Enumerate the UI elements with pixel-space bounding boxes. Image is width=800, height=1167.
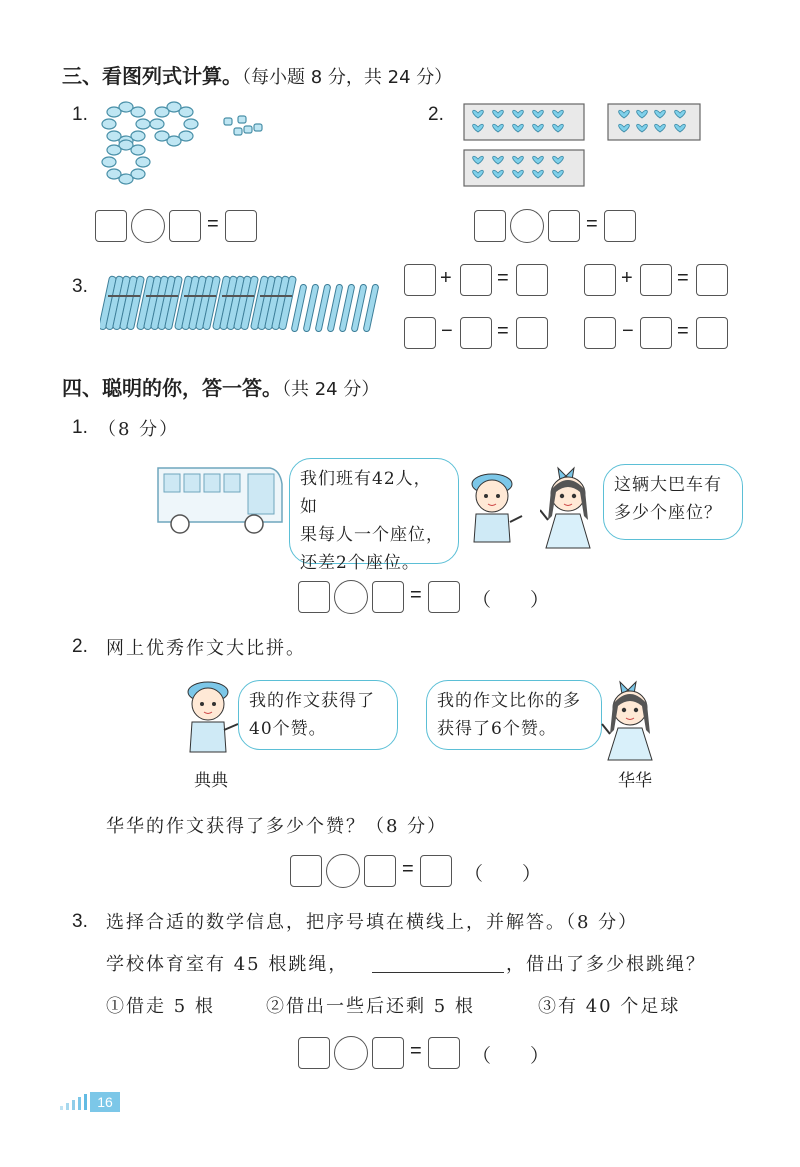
q2-number: 2. (428, 104, 444, 125)
q1-equals: = (207, 213, 219, 235)
q3-add2-box-b[interactable] (640, 264, 672, 296)
s4-q3-option-3: ③有 40 个足球 (538, 996, 681, 1017)
s4-q3-text: 选择合适的数学信息，把序号填在横线上，并解答。（8 分） (106, 912, 639, 933)
section3-title: 三、看图列式计算。 (62, 64, 242, 88)
s4-q3-option-1: ①借走 5 根 (106, 996, 215, 1017)
q1-answer-box-1[interactable] (95, 210, 127, 242)
girl-character-huahua (600, 676, 670, 762)
q3-add2-result[interactable] (696, 264, 728, 296)
q3-add1-box-b[interactable] (460, 264, 492, 296)
section4-title: 四、聪明的你，答一答。 (62, 376, 282, 400)
q1-answer-box-2[interactable] (169, 210, 201, 242)
s4-q1-box-2[interactable] (372, 581, 404, 613)
q3-sub2-box-b[interactable] (640, 317, 672, 349)
q1-number: 1. (72, 104, 88, 125)
q3-number: 3. (72, 276, 88, 297)
s4-q3-box-1[interactable] (298, 1037, 330, 1069)
s4-q1-number: 1. (72, 417, 88, 438)
s4-q2-box-2[interactable] (364, 855, 396, 887)
s4-q3-line-before: 学校体育室有 45 根跳绳， (106, 954, 349, 975)
q3-sub1-box-a[interactable] (404, 317, 436, 349)
s4-q2-text: 网上优秀作文大比拼。 (106, 638, 306, 659)
q3-sub2-result[interactable] (696, 317, 728, 349)
candy-rings-illustration (100, 98, 280, 186)
q3-sub2-minus: − (622, 320, 634, 342)
q3-add1-equals: = (497, 267, 509, 289)
s4-q2-result[interactable] (420, 855, 452, 887)
q3-sub1-equals: = (497, 320, 509, 342)
boy-character-1 (462, 462, 528, 548)
s4-q2-unit-open: （ (464, 864, 484, 885)
boy-bubble-line3: 还差2个座位。 (300, 553, 420, 573)
q3-sub2-equals: = (677, 320, 689, 342)
q3-add2-equals: = (677, 267, 689, 289)
diandian-bubble-line1: 我的作文获得了 (249, 691, 375, 711)
egg-trays-illustration (458, 100, 708, 192)
diandian-speech-bubble (238, 680, 398, 750)
q2-operator-circle[interactable] (510, 209, 544, 243)
q3-add2-plus: + (621, 267, 633, 289)
q3-sub1-result[interactable] (516, 317, 548, 349)
s4-q3-unit-close: ） (530, 1046, 550, 1067)
page-bars-icon (58, 1092, 92, 1112)
s4-q1-result[interactable] (428, 581, 460, 613)
s4-q2-operator-circle[interactable] (326, 854, 360, 888)
q2-answer-result[interactable] (604, 210, 636, 242)
section4-heading (62, 372, 379, 401)
s4-q3-operator-circle[interactable] (334, 1036, 368, 1070)
s4-q1-points: （8 分） (98, 419, 180, 440)
huahua-speech-bubble (426, 680, 602, 750)
s4-q2-equals: = (402, 858, 414, 880)
name-huahua: 华华 (618, 771, 652, 791)
q2-answer-box-1[interactable] (474, 210, 506, 242)
girl-speech-bubble-1 (603, 464, 743, 540)
q3-add1-plus: + (440, 267, 452, 289)
q3-sub2-box-a[interactable] (584, 317, 616, 349)
huahua-bubble-line2: 获得了6个赞。 (437, 719, 557, 739)
q2-equals: = (586, 213, 598, 235)
q1-answer-result[interactable] (225, 210, 257, 242)
diandian-bubble-line2: 40个赞。 (249, 719, 327, 739)
s4-q1-unit-open: （ (472, 590, 492, 611)
boy-character-diandian (178, 672, 244, 756)
q1-operator-circle[interactable] (131, 209, 165, 243)
s4-q1-operator-circle[interactable] (334, 580, 368, 614)
section3-heading (62, 60, 452, 89)
girl-character-1 (540, 460, 610, 552)
girl-bubble-line1: 这辆大巴车有 (614, 475, 722, 495)
q3-add2-box-a[interactable] (584, 264, 616, 296)
s4-q2-question: 华华的作文获得了多少个赞？（8 分） (106, 816, 448, 837)
girl-bubble-line2: 多少个座位？ (614, 503, 722, 523)
s4-q1-equals: = (410, 584, 422, 606)
stick-bundles-illustration (100, 266, 390, 338)
s4-q3-equals: = (410, 1040, 422, 1062)
s4-q3-unit-open: （ (472, 1046, 492, 1067)
page-number-badge: 16 (90, 1092, 120, 1112)
s4-q3-result[interactable] (428, 1037, 460, 1069)
q3-add1-result[interactable] (516, 264, 548, 296)
s4-q2-unit-close: ） (522, 864, 542, 885)
s4-q1-box-1[interactable] (298, 581, 330, 613)
s4-q3-box-2[interactable] (372, 1037, 404, 1069)
q2-answer-box-2[interactable] (548, 210, 580, 242)
huahua-bubble-line1: 我的作文比你的多 (437, 691, 581, 711)
name-diandian: 典典 (194, 771, 228, 791)
q3-sub1-box-b[interactable] (460, 317, 492, 349)
q3-sub1-minus: − (441, 320, 453, 342)
boy-bubble-line2: 果每人一个座位， (300, 525, 444, 545)
boy-bubble-line1: 我们班有42人，如 (300, 469, 432, 517)
section3-points: （每小题 8 分，共 24 分） (242, 67, 453, 88)
s4-q1-unit-close: ） (530, 590, 550, 611)
s4-q2-number: 2. (72, 636, 88, 657)
s4-q3-line-after: ，借出了多少根跳绳？ (506, 954, 706, 975)
s4-q2-box-1[interactable] (290, 855, 322, 887)
bus-illustration (152, 460, 286, 538)
boy-speech-bubble-1 (289, 458, 459, 573)
s4-q3-option-2: ②借出一些后还剩 5 根 (266, 996, 475, 1017)
s4-q3-number: 3. (72, 911, 88, 932)
s4-q3-fill-blank[interactable] (372, 972, 504, 973)
section4-points: （共 24 分） (282, 379, 380, 400)
q3-add1-box-a[interactable] (404, 264, 436, 296)
